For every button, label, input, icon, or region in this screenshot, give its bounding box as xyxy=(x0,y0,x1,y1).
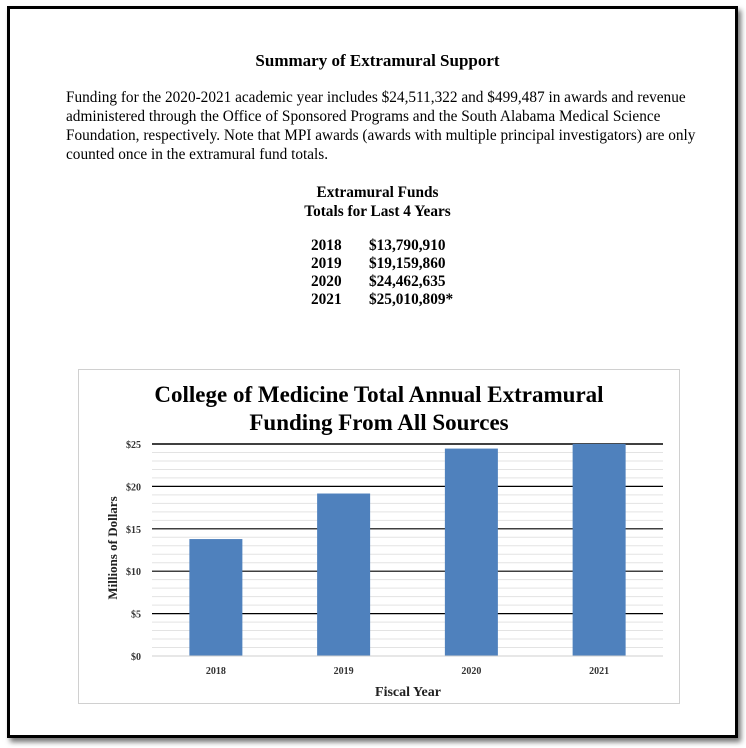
bar-2021 xyxy=(573,444,626,656)
table-cell-amount: $24,462,635 xyxy=(369,273,446,290)
table-cell-amount: $19,159,860 xyxy=(369,255,446,272)
page-heading: Summary of Extramural Support xyxy=(255,51,500,70)
funding-chart xyxy=(78,369,680,704)
y-tick-label: $5 xyxy=(131,609,141,621)
table-cell-year: 2021 xyxy=(311,291,342,308)
table-row xyxy=(305,237,453,255)
chart-bars xyxy=(189,444,625,656)
table-row xyxy=(305,273,453,291)
table-cell-amount: $25,010,809* xyxy=(369,291,454,308)
chart-title-line1: College of Medicine Total Annual Extramural xyxy=(154,382,604,407)
intro-paragraph: Funding for the 2020-2021 academic year includes $24,511,322 and $499,487 in awards and revenue administered through the Office of Sponsored Programs and the South Alabama Medical Science Foundation, respectively. Note that MPI awards (awards with multiple principal investigators) are only counted once in the extramural fund totals. xyxy=(66,89,696,163)
x-tick-label: 2019 xyxy=(333,666,354,677)
funds-table-title xyxy=(0,183,746,221)
y-tick-label: $0 xyxy=(131,652,141,663)
x-tick-label: 2018 xyxy=(205,666,226,677)
bar-2018 xyxy=(189,539,242,656)
funding-chart-svg xyxy=(79,370,679,703)
table-cell-amount: $13,790,910 xyxy=(369,237,446,254)
table-cell-year: 2019 xyxy=(311,255,342,272)
table-cell-year: 2018 xyxy=(311,237,342,254)
y-tick-label: $10 xyxy=(126,567,141,579)
table-row xyxy=(305,255,453,273)
bar-2020 xyxy=(445,449,498,656)
y-tick-label: $25 xyxy=(126,440,141,451)
y-tick-label: $15 xyxy=(126,524,141,536)
x-tick-label: 2020 xyxy=(461,666,482,677)
funds-table-title-line2: Totals for Last 4 Years xyxy=(304,203,451,220)
table-row xyxy=(305,291,453,309)
chart-y-axis-label: Millions of Dollars xyxy=(105,496,120,600)
chart-x-axis-label: Fiscal Year xyxy=(375,685,441,700)
x-tick-label: 2021 xyxy=(589,666,610,677)
bar-2019 xyxy=(317,494,370,656)
chart-title-line2: Funding From All Sources xyxy=(249,410,509,435)
y-tick-label: $20 xyxy=(126,482,141,494)
funds-table-title-line1: Extramural Funds xyxy=(316,184,439,201)
funds-totals-table xyxy=(305,237,453,309)
table-cell-year: 2020 xyxy=(311,273,342,290)
